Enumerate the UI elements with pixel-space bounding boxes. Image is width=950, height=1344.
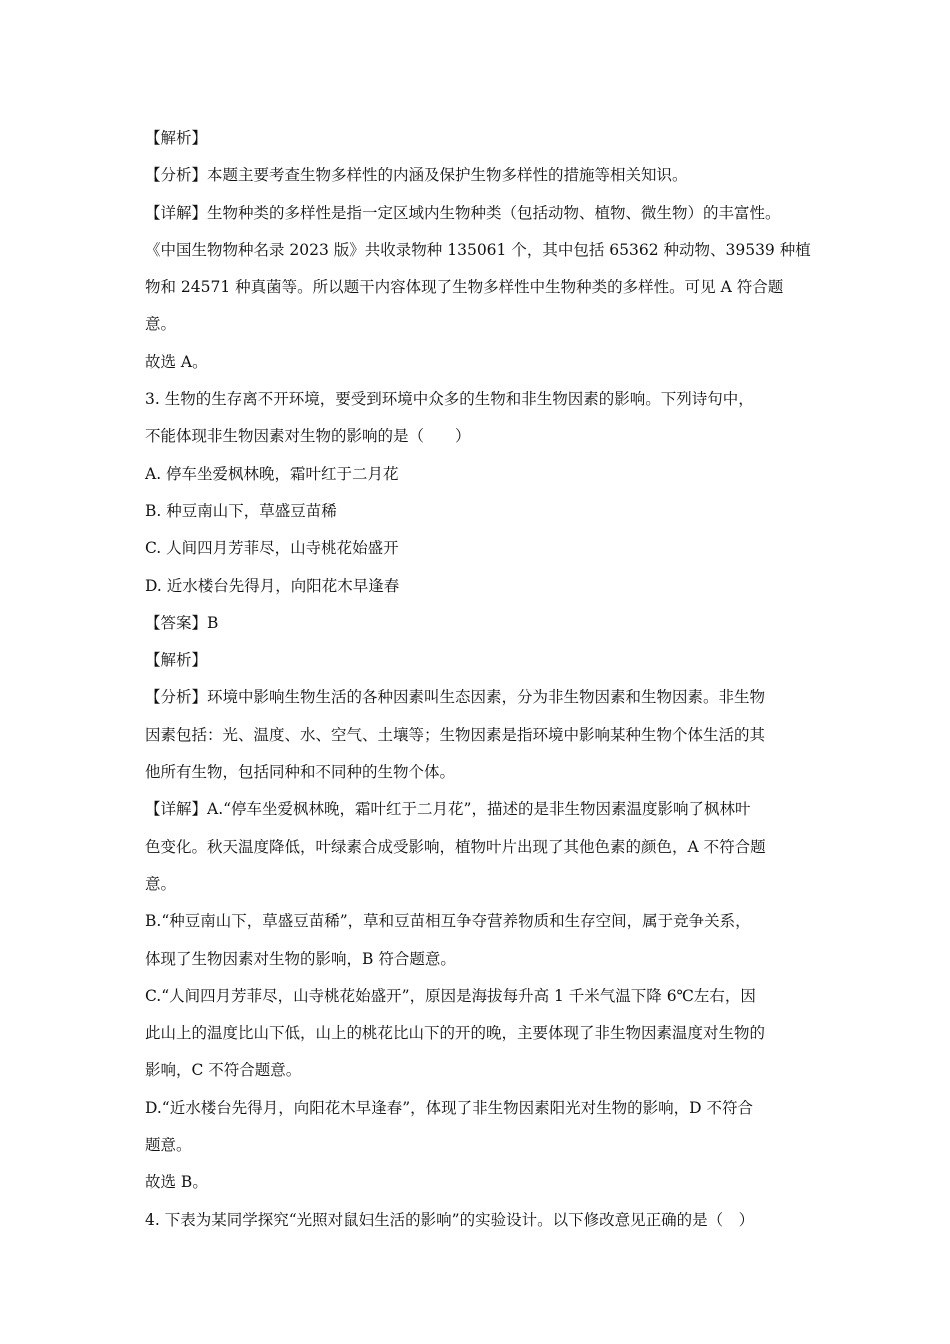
analysis-text: 因素包括：光、温度、水、空气、土壤等；生物因素是指环境中影响某种生物个体生活的其: [145, 725, 766, 744]
answer-line: 【答案】B: [145, 613, 219, 632]
question-3-option-c: C. 人间四月芳菲尽，山寺桃花始盛开: [145, 539, 399, 558]
question-3-option-d: D. 近水楼台先得月，向阳花木早逢春: [145, 576, 400, 595]
explanation-text: 意。: [145, 315, 177, 334]
answer-choice-text: 故选 B。: [145, 1173, 208, 1192]
question-3-option-a: A. 停车坐爱枫林晚，霜叶红于二月花: [145, 464, 399, 483]
question-4-stem: 4. 下表为某同学探究“光照对鼠妇生活的影响”的实验设计。以下修改意见正确的是（ ）: [145, 1210, 755, 1229]
explanation-text: 《中国生物物种名录 2023 版》共收录物种 135061 个，其中包括 65362 种动物、39539 种植: [145, 240, 811, 259]
explanation-text: 【详解】生物种类的多样性是指一定区域内生物种类（包括动物、植物、微生物）的丰富性。: [145, 203, 781, 222]
explanation-text: 意。: [145, 874, 177, 893]
question-3-stem: 3. 生物的生存离不开环境，要受到环境中众多的生物和非生物因素的影响。下列诗句中，: [145, 390, 754, 409]
explanation-text: D.“近水楼台先得月，向阳花木早逢春”，体现了非生物因素阳光对生物的影响，D 不符合: [145, 1098, 754, 1117]
explanation-text: 体现了生物因素对生物的影响，B 符合题意。: [145, 949, 456, 968]
explanation-text: 【详解】A.“停车坐爱枫林晚，霜叶红于二月花”，描述的是非生物因素温度影响了枫林叶: [145, 800, 751, 819]
explanation-text: 物和 24571 种真菌等。所以题干内容体现了生物多样性中生物种类的多样性。可见 A 符合题: [145, 278, 784, 297]
analysis-text: 他所有生物，包括同种和不同种的生物个体。: [145, 763, 456, 782]
explanation-text: 影响，C 不符合题意。: [145, 1061, 302, 1080]
document-body: [145, 120, 810, 1239]
explanation-text: B.“种豆南山下，草盛豆苗稀”，草和豆苗相互争夺营养物质和生存空间，属于竞争关系，: [145, 912, 751, 931]
explanation-text: 题意。: [145, 1136, 192, 1155]
analysis-text: 【分析】环境中影响生物生活的各种因素叫生态因素，分为非生物因素和生物因素。非生物: [145, 688, 766, 707]
answer-choice-text: 故选 A。: [145, 352, 208, 371]
explanation-text: 色变化。秋天温度降低，叶绿素合成受影响，植物叶片出现了其他色素的颜色，A 不符合题: [145, 837, 766, 856]
question-3-option-b: B. 种豆南山下，草盛豆苗稀: [145, 501, 337, 520]
section-heading-analysis: 【解析】: [145, 129, 208, 147]
question-3-stem: 不能体现非生物因素对生物的影响的是（ ）: [145, 427, 471, 446]
analysis-text: 【分析】本题主要考查生物多样性的内涵及保护生物多样性的措施等相关知识。: [145, 166, 688, 185]
explanation-text: C.“人间四月芳菲尽，山寺桃花始盛开”，原因是海拔每升高 1 千米气温下降 6℃左右，因: [145, 986, 756, 1005]
explanation-text: 此山上的温度比山下低，山上的桃花比山下的开的晚，主要体现了非生物因素温度对生物的: [145, 1024, 766, 1043]
section-heading-analysis: 【解析】: [145, 651, 208, 670]
